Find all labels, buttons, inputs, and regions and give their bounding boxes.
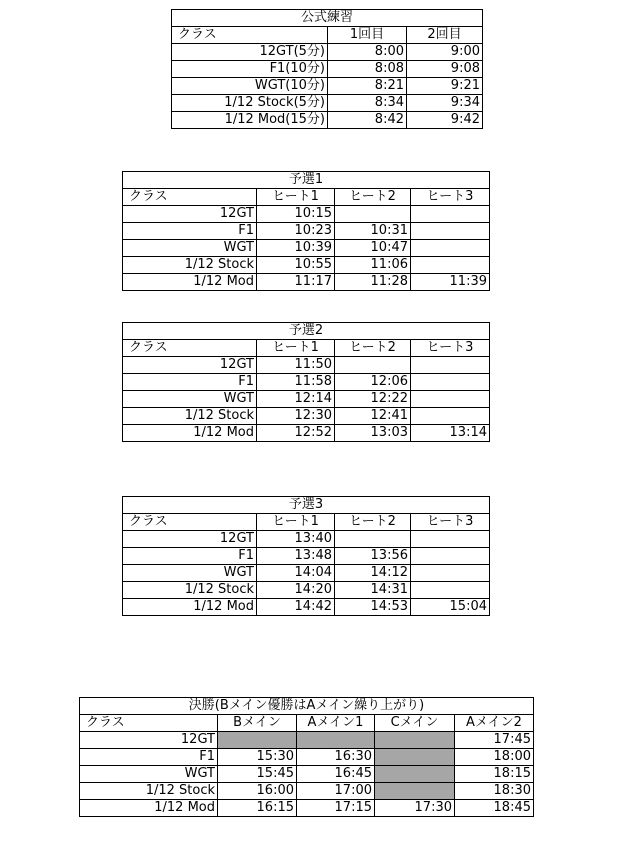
class-cell: 1/12 Stock xyxy=(123,408,257,425)
practice-header-row xyxy=(172,27,483,44)
finals-header-row xyxy=(80,715,534,732)
class-cell: 1/12 Mod xyxy=(123,274,257,291)
time-cell xyxy=(411,582,490,599)
time-cell: 10:47 xyxy=(335,240,411,257)
time-cell: 14:53 xyxy=(335,599,411,616)
class-cell: 12GT xyxy=(80,732,218,749)
time-cell: 11:17 xyxy=(257,274,335,291)
finals-table xyxy=(79,697,534,817)
table-row xyxy=(123,223,490,240)
heat1-header-row xyxy=(123,189,490,206)
table-row xyxy=(172,44,483,61)
time-cell: 9:42 xyxy=(407,112,483,129)
shaded-cell xyxy=(375,749,455,766)
time-cell xyxy=(335,531,411,548)
time-cell: 16:45 xyxy=(297,766,375,783)
header-heat3: ヒート3 xyxy=(411,514,490,531)
table-row xyxy=(172,112,483,129)
time-cell: 10:23 xyxy=(257,223,335,240)
time-cell xyxy=(411,374,490,391)
class-cell: F1(10分) xyxy=(172,61,328,78)
time-cell: 11:58 xyxy=(257,374,335,391)
header-heat2: ヒート2 xyxy=(335,189,411,206)
time-cell: 11:28 xyxy=(335,274,411,291)
time-cell: 17:45 xyxy=(455,732,534,749)
time-cell: 15:45 xyxy=(218,766,297,783)
time-cell: 12:30 xyxy=(257,408,335,425)
table-row xyxy=(123,240,490,257)
class-cell: F1 xyxy=(80,749,218,766)
time-cell: 18:45 xyxy=(455,800,534,817)
table-row xyxy=(123,565,490,582)
time-cell xyxy=(411,357,490,374)
time-cell: 16:15 xyxy=(218,800,297,817)
time-cell: 17:30 xyxy=(375,800,455,817)
time-cell xyxy=(411,531,490,548)
time-cell: 13:40 xyxy=(257,531,335,548)
heat2-title: 予選2 xyxy=(123,323,490,340)
class-cell: 12GT(5分) xyxy=(172,44,328,61)
table-row xyxy=(172,61,483,78)
time-cell: 13:56 xyxy=(335,548,411,565)
practice-title: 公式練習 xyxy=(172,10,483,27)
class-cell: 1/12 Stock xyxy=(80,783,218,800)
time-cell: 11:39 xyxy=(411,274,490,291)
table-row xyxy=(123,531,490,548)
time-cell: 8:00 xyxy=(328,44,407,61)
header-b-main: Bメイン xyxy=(218,715,297,732)
header-heat2: ヒート2 xyxy=(335,340,411,357)
time-cell: 13:48 xyxy=(257,548,335,565)
time-cell: 10:55 xyxy=(257,257,335,274)
class-cell: 12GT xyxy=(123,206,257,223)
time-cell: 14:42 xyxy=(257,599,335,616)
time-cell xyxy=(411,223,490,240)
time-cell: 13:03 xyxy=(335,425,411,442)
time-cell: 16:30 xyxy=(297,749,375,766)
class-cell: WGT xyxy=(123,391,257,408)
class-cell: WGT xyxy=(123,240,257,257)
class-cell: F1 xyxy=(123,374,257,391)
header-heat1: ヒート1 xyxy=(257,189,335,206)
class-cell: WGT xyxy=(80,766,218,783)
table-row xyxy=(123,408,490,425)
time-cell: 15:04 xyxy=(411,599,490,616)
time-cell: 14:20 xyxy=(257,582,335,599)
time-cell: 12:41 xyxy=(335,408,411,425)
heat3-header-row xyxy=(123,514,490,531)
heat2-header-row xyxy=(123,340,490,357)
table-row xyxy=(80,800,534,817)
table-row xyxy=(172,95,483,112)
time-cell xyxy=(411,548,490,565)
time-cell: 8:21 xyxy=(328,78,407,95)
time-cell: 8:34 xyxy=(328,95,407,112)
heat1-title: 予選1 xyxy=(123,172,490,189)
time-cell: 11:50 xyxy=(257,357,335,374)
time-cell: 11:06 xyxy=(335,257,411,274)
class-cell: F1 xyxy=(123,548,257,565)
class-cell: 12GT xyxy=(123,357,257,374)
time-cell: 9:21 xyxy=(407,78,483,95)
time-cell xyxy=(411,408,490,425)
header-class: クラス xyxy=(80,715,218,732)
time-cell: 12:52 xyxy=(257,425,335,442)
time-cell: 14:31 xyxy=(335,582,411,599)
time-cell: 10:31 xyxy=(335,223,411,240)
time-cell: 18:30 xyxy=(455,783,534,800)
header-heat3: ヒート3 xyxy=(411,340,490,357)
table-row xyxy=(123,257,490,274)
practice-table xyxy=(171,9,483,129)
table-row xyxy=(123,374,490,391)
header-class: クラス xyxy=(123,514,257,531)
table-row xyxy=(123,391,490,408)
time-cell: 12:22 xyxy=(335,391,411,408)
shaded-cell xyxy=(218,732,297,749)
time-cell: 9:08 xyxy=(407,61,483,78)
time-cell xyxy=(411,206,490,223)
class-cell: 1/12 Stock(5分) xyxy=(172,95,328,112)
class-cell: F1 xyxy=(123,223,257,240)
time-cell xyxy=(335,357,411,374)
table-row xyxy=(80,783,534,800)
time-cell: 10:15 xyxy=(257,206,335,223)
table-row xyxy=(123,274,490,291)
practice-header-1st: 1回目 xyxy=(328,27,407,44)
class-cell: 1/12 Mod xyxy=(123,425,257,442)
time-cell: 18:15 xyxy=(455,766,534,783)
heat3-table xyxy=(122,496,490,616)
time-cell: 17:15 xyxy=(297,800,375,817)
header-heat3: ヒート3 xyxy=(411,189,490,206)
finals-title: 決勝(Bメイン優勝はAメイン繰り上がり) xyxy=(80,698,534,715)
class-cell: 1/12 Stock xyxy=(123,257,257,274)
table-row xyxy=(123,599,490,616)
table-row xyxy=(80,766,534,783)
practice-header-2nd: 2回目 xyxy=(407,27,483,44)
header-a-main-1: Aメイン1 xyxy=(297,715,375,732)
class-cell: 1/12 Mod(15分) xyxy=(172,112,328,129)
table-row xyxy=(80,749,534,766)
header-c-main: Cメイン xyxy=(375,715,455,732)
shaded-cell xyxy=(375,766,455,783)
time-cell: 13:14 xyxy=(411,425,490,442)
time-cell xyxy=(411,257,490,274)
class-cell: 1/12 Stock xyxy=(123,582,257,599)
time-cell xyxy=(411,391,490,408)
time-cell: 18:00 xyxy=(455,749,534,766)
table-row xyxy=(123,425,490,442)
time-cell: 8:42 xyxy=(328,112,407,129)
time-cell: 16:00 xyxy=(218,783,297,800)
class-cell: 1/12 Mod xyxy=(80,800,218,817)
time-cell: 9:34 xyxy=(407,95,483,112)
table-row xyxy=(80,732,534,749)
table-row xyxy=(123,548,490,565)
practice-header-class: クラス xyxy=(172,27,328,44)
time-cell: 12:14 xyxy=(257,391,335,408)
heat1-table xyxy=(122,171,490,291)
header-heat1: ヒート1 xyxy=(257,340,335,357)
time-cell: 8:08 xyxy=(328,61,407,78)
class-cell: 1/12 Mod xyxy=(123,599,257,616)
header-class: クラス xyxy=(123,189,257,206)
class-cell: WGT(10分) xyxy=(172,78,328,95)
time-cell xyxy=(335,206,411,223)
class-cell: WGT xyxy=(123,565,257,582)
time-cell: 15:30 xyxy=(218,749,297,766)
header-heat2: ヒート2 xyxy=(335,514,411,531)
time-cell: 12:06 xyxy=(335,374,411,391)
table-row xyxy=(123,357,490,374)
time-cell: 14:04 xyxy=(257,565,335,582)
time-cell: 10:39 xyxy=(257,240,335,257)
time-cell xyxy=(411,565,490,582)
shaded-cell xyxy=(297,732,375,749)
shaded-cell xyxy=(375,732,455,749)
shaded-cell xyxy=(375,783,455,800)
time-cell: 17:00 xyxy=(297,783,375,800)
table-row xyxy=(123,582,490,599)
time-cell: 9:00 xyxy=(407,44,483,61)
heat2-table xyxy=(122,322,490,442)
header-a-main-2: Aメイン2 xyxy=(455,715,534,732)
class-cell: 12GT xyxy=(123,531,257,548)
header-class: クラス xyxy=(123,340,257,357)
table-row xyxy=(123,206,490,223)
header-heat1: ヒート1 xyxy=(257,514,335,531)
table-row xyxy=(172,78,483,95)
time-cell: 14:12 xyxy=(335,565,411,582)
heat3-title: 予選3 xyxy=(123,497,490,514)
time-cell xyxy=(411,240,490,257)
